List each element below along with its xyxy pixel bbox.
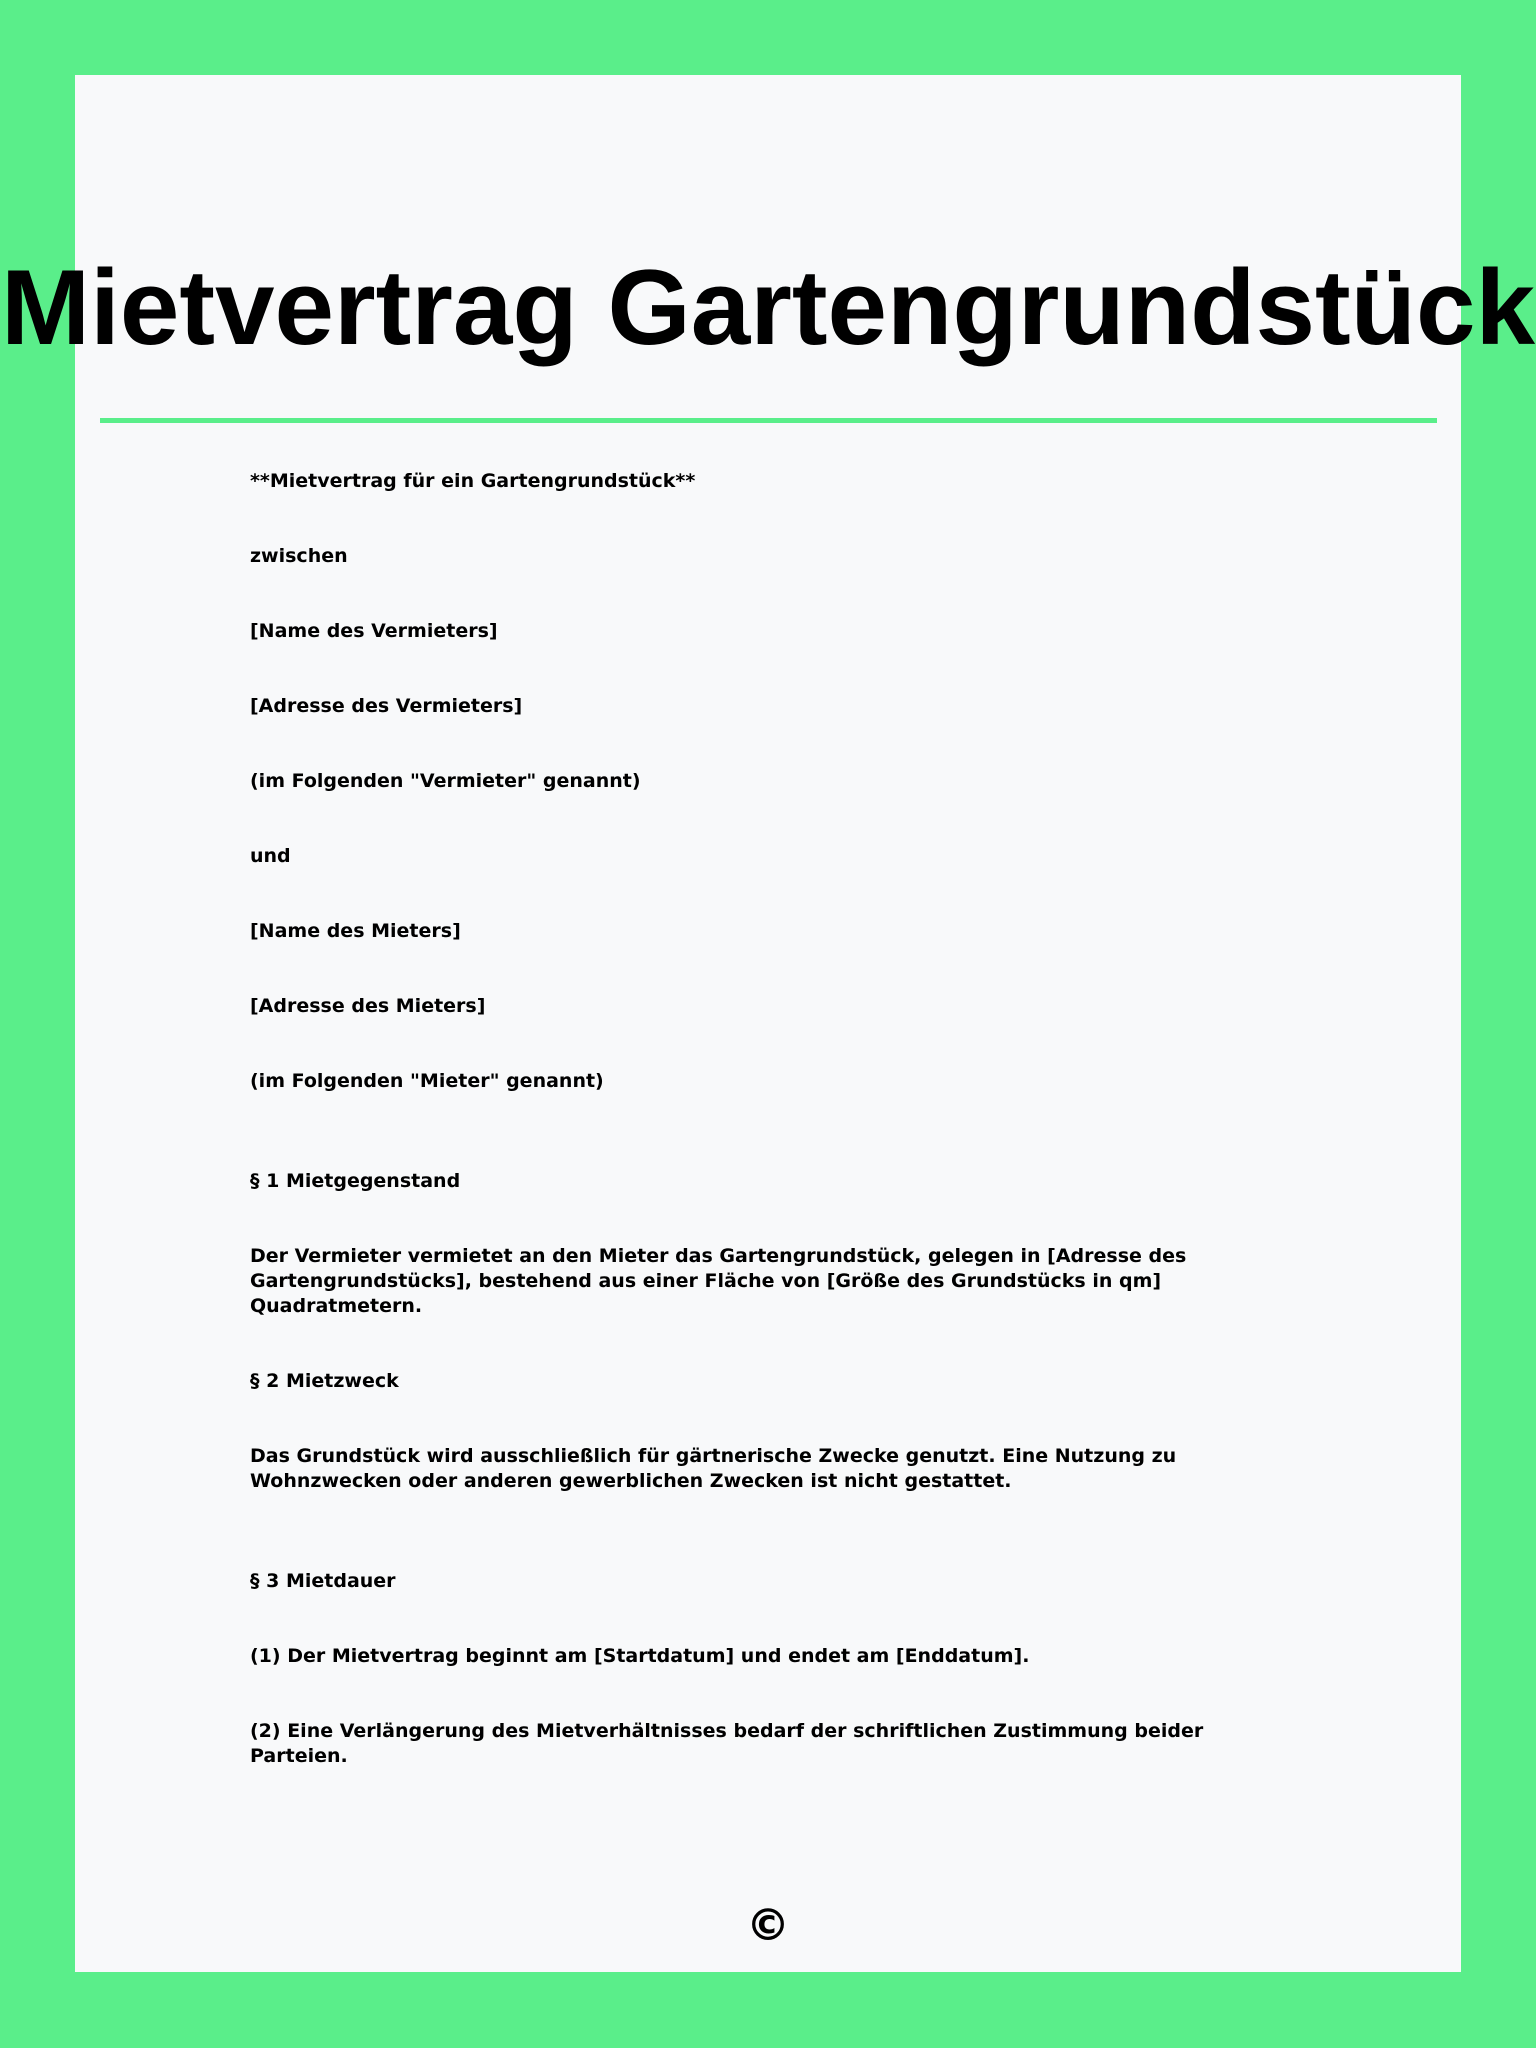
section-heading: § 3 Mietdauer — [250, 1570, 396, 1592]
party-connector-between: zwischen — [250, 545, 348, 567]
document-title: Mietvertrag Gartengrundstück — [1, 247, 1535, 367]
section-paragraph: (1) Der Mietvertrag beginnt am [Startdatum] und endet am [Enddatum]. — [250, 1645, 1030, 1667]
section-heading: § 1 Mietgegenstand — [250, 1170, 461, 1192]
tenant-name: [Name des Mieters] — [250, 920, 461, 942]
contract-heading: **Mietvertrag für ein Gartengrundstück** — [250, 470, 696, 492]
section-paragraph: Der Vermieter vermietet an den Mieter das Gartengrundstück, gelegen in [Adresse des Gartengrundstücks], bestehend aus einer Fläche von [Größe des Grundstücks in qm] Quadratmetern. — [250, 1245, 1187, 1317]
landlord-address: [Adresse des Vermieters] — [250, 695, 523, 717]
section-paragraph: Das Grundstück wird ausschließlich für gärtnerische Zwecke genutzt. Eine Nutzung zu Wohnzwecken oder anderen gewerblichen Zwecken ist nicht gestattet. — [250, 1445, 1177, 1492]
copyright-symbol: © — [746, 1900, 790, 1951]
landlord-name: [Name des Vermieters] — [250, 620, 498, 642]
title-divider — [100, 418, 1437, 423]
tenant-definition: (im Folgenden "Mieter" genannt) — [250, 1070, 604, 1092]
party-connector-and: und — [250, 845, 291, 867]
tenant-address: [Adresse des Mieters] — [250, 995, 486, 1017]
section-paragraph: (2) Eine Verlängerung des Mietverhältnisses bedarf der schriftlichen Zustimmung beider Parteien. — [250, 1720, 1204, 1767]
landlord-definition: (im Folgenden "Vermieter" genannt) — [250, 770, 641, 792]
section-heading: § 2 Mietzweck — [250, 1370, 399, 1392]
